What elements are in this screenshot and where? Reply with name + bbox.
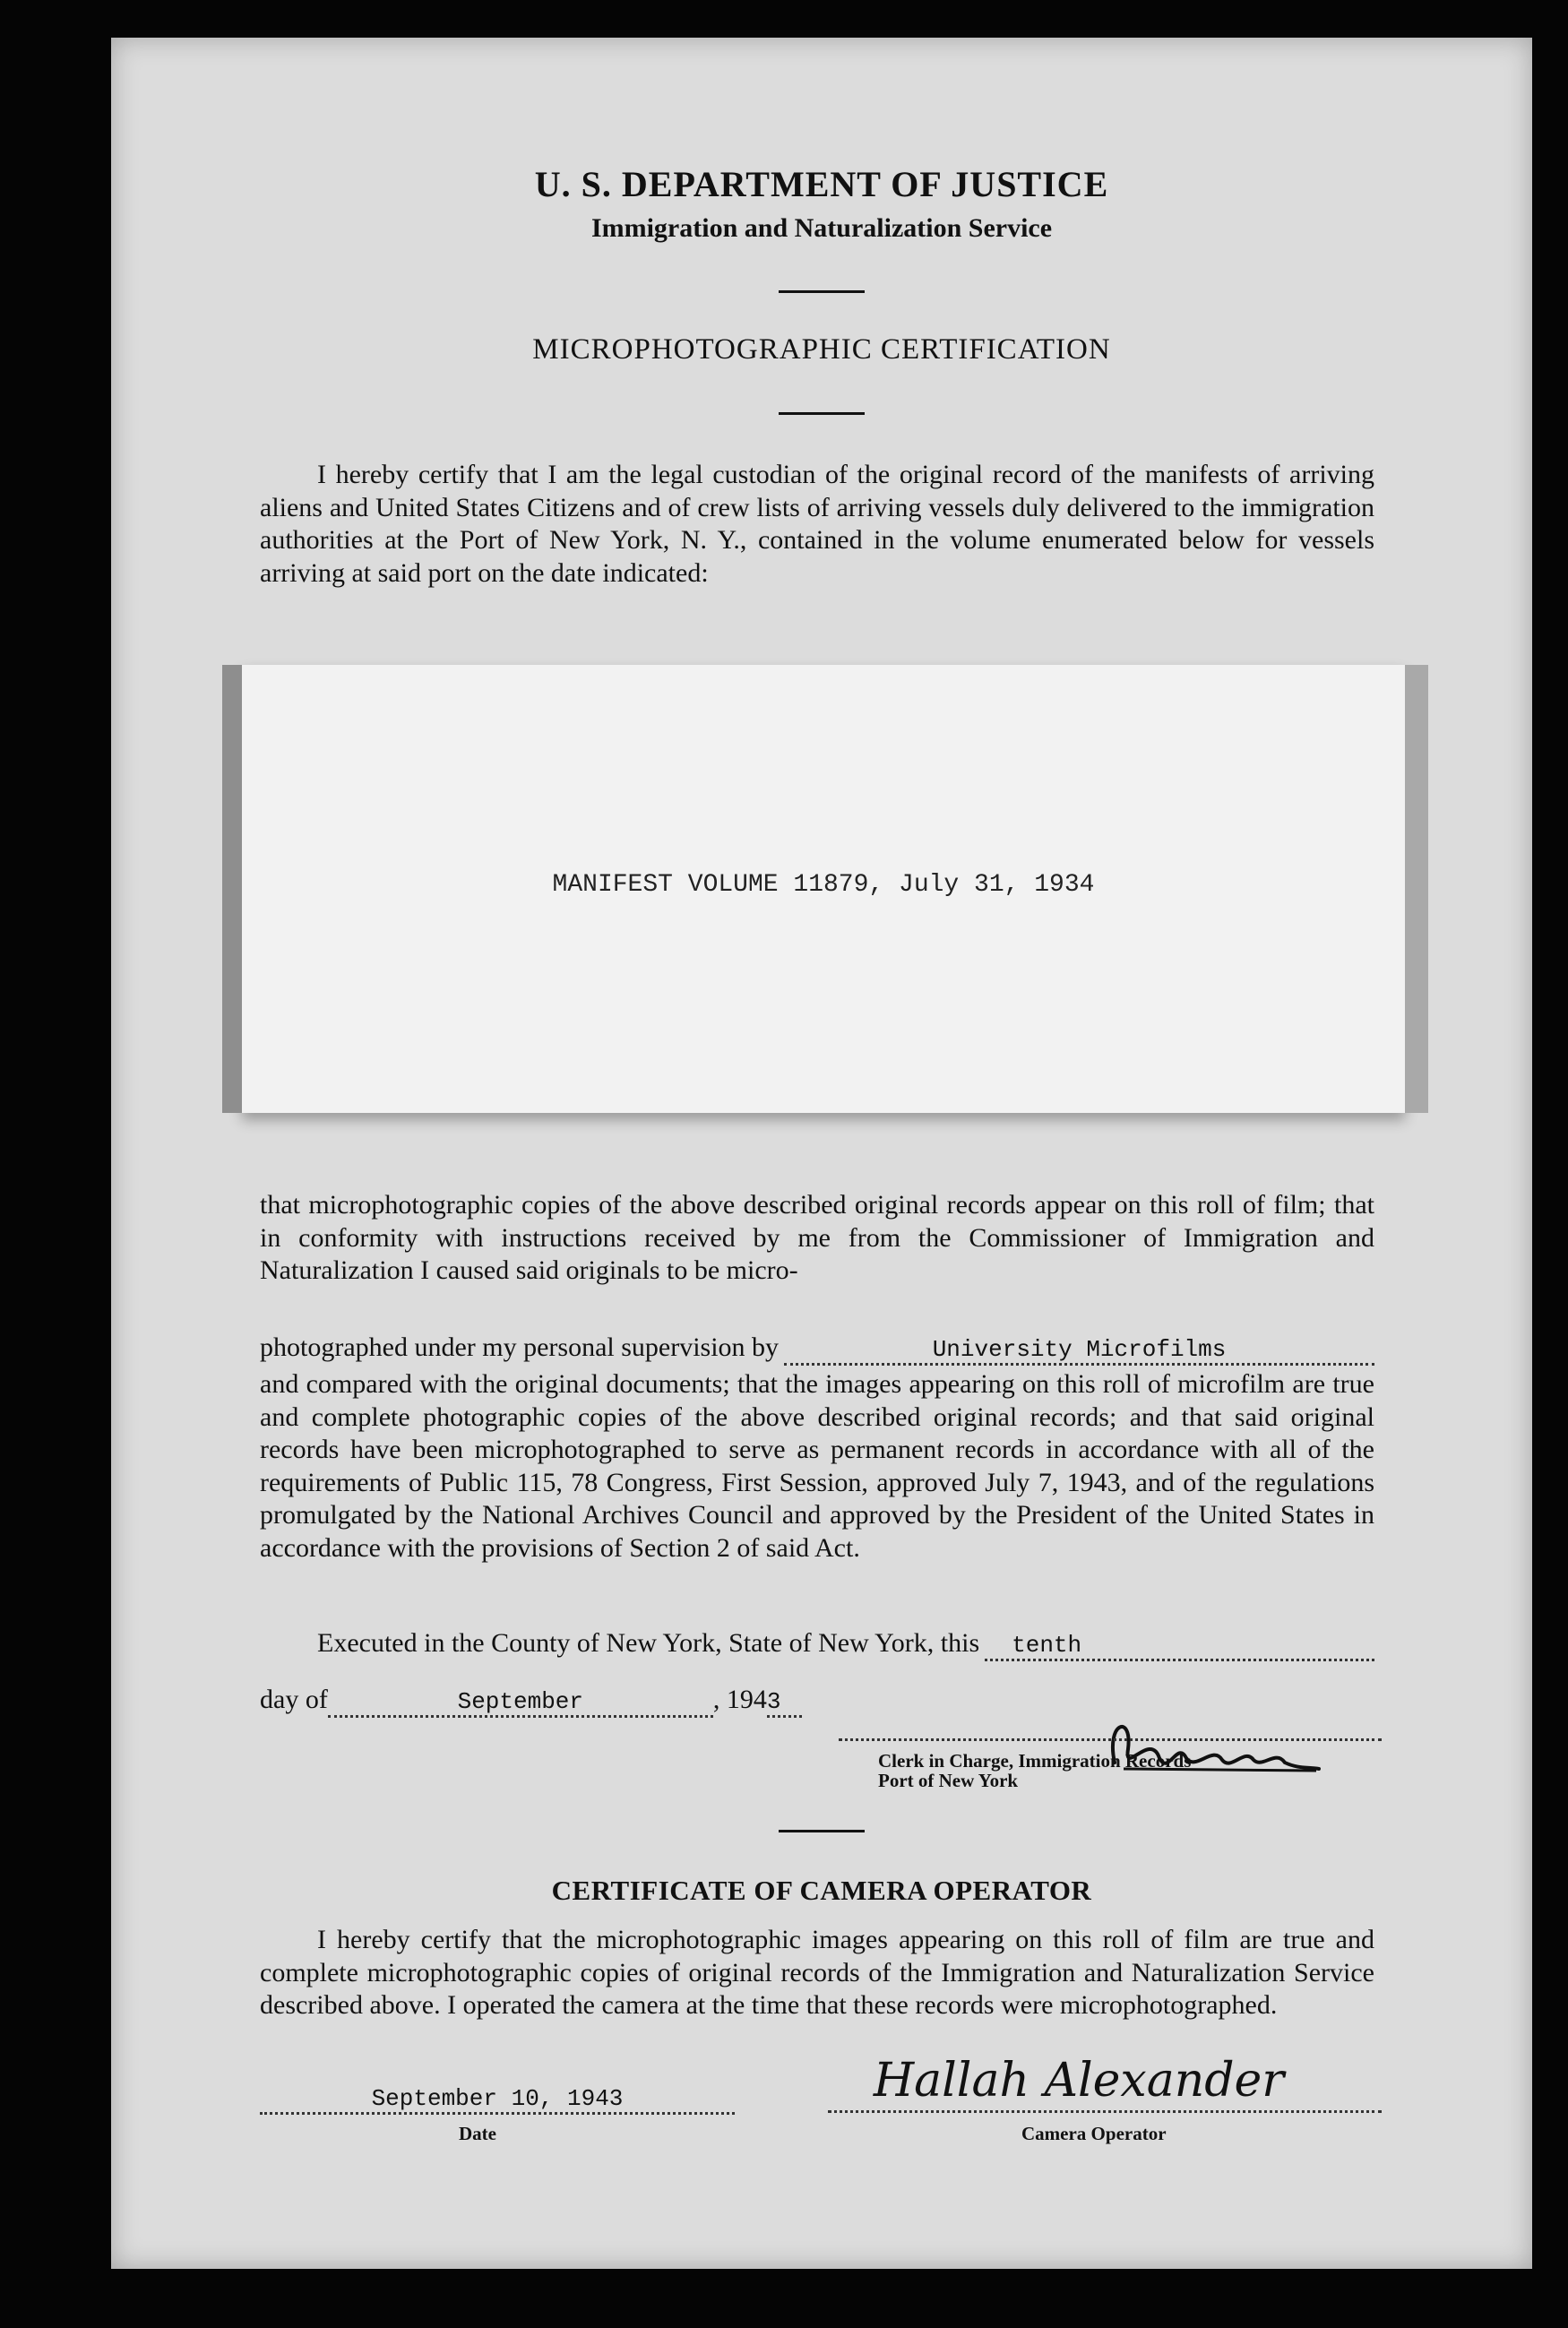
- execution-day-value: tenth: [1012, 1632, 1082, 1659]
- supervision-field: [784, 1332, 1374, 1366]
- supervision-value: University Microfilms: [932, 1336, 1227, 1363]
- date-label: Date: [459, 2123, 496, 2144]
- record-card: [242, 665, 1405, 1113]
- supervision-line: [260, 1332, 1374, 1366]
- clerk-signature-line: [839, 1738, 1382, 1741]
- divider-third: [779, 1830, 865, 1832]
- supervision-prefix: photographed under my personal supervision by: [260, 1332, 780, 1362]
- service-heading: Immigration and Naturalization Service: [590, 213, 1053, 243]
- year-value: 3: [767, 1688, 803, 1718]
- certificate-page: [111, 38, 1532, 2269]
- month-field: [328, 1685, 713, 1718]
- body-paragraph-end: and compared with the original documents; that the images appearing on this roll of microfilm are true and complete photographic copies of the above described original records; and that said original records have been microphotographed to serve as permanent records in accordance with all of the requirements of Public 115, 78 Congress, First Session, approved July 7, 1943, and of the regulations promulgated by the National Archives Council and approved by the President of the United States in accordance with the provisions of Section 2 of said Act.: [260, 1369, 1374, 1563]
- camera-certificate-title: CERTIFICATE OF CAMERA OPERATOR: [551, 1875, 1092, 1906]
- operator-signature-line: [828, 2110, 1382, 2113]
- divider-top: [779, 290, 865, 293]
- day-of-label: day of: [260, 1685, 328, 1714]
- certification-title: MICROPHOTOGRAPHIC CERTIFICATION: [532, 333, 1111, 366]
- divider-second: [779, 412, 865, 415]
- manifest-volume-text: MANIFEST VOLUME 11879, July 31, 1934: [552, 871, 1095, 899]
- intro-paragraph: I hereby certify that I am the legal custodian of the original record of the manifests of arriving aliens and United States Citizens and of crew lists of arriving vessels duly delivered to the immigration authorities at the Port of New York, N. Y., contained in the volume enumerated below for vessels arriving at said port on the date indicated:: [260, 460, 1374, 588]
- department-heading: U. S. DEPARTMENT OF JUSTICE: [534, 164, 1109, 204]
- operator-label: Camera Operator: [1021, 2123, 1167, 2144]
- clerk-title-1: Clerk in Charge, Immigration Records: [878, 1750, 1192, 1772]
- date-value: September 10, 1943: [371, 2085, 624, 2112]
- date-field: [260, 2085, 735, 2115]
- clerk-title-2: Port of New York: [878, 1770, 1019, 1791]
- camera-certificate-paragraph: I hereby certify that the microphotographic images appearing on this roll of film are true and complete microphotographic copies of original records of the Immigration and Naturalization Service described above. I operated the camera at the time that these records were microphotographed.: [260, 1925, 1374, 2020]
- execution-line: [260, 1628, 1374, 1661]
- execution-day-field: [985, 1628, 1374, 1661]
- body-paragraph-start: that microphotographic copies of the above described original records appear on this roll of film; that in conformity with instructions received by me from the Commissioner of Immigration and Naturalization I caused said originals to be micro-: [260, 1190, 1374, 1285]
- execution-prefix: Executed in the County of New York, State of New York, this: [317, 1628, 980, 1658]
- camera-operator-signature: Hallah Alexander: [873, 2054, 1285, 2108]
- month-value: September: [457, 1688, 584, 1715]
- year-prefix: , 194: [712, 1685, 767, 1714]
